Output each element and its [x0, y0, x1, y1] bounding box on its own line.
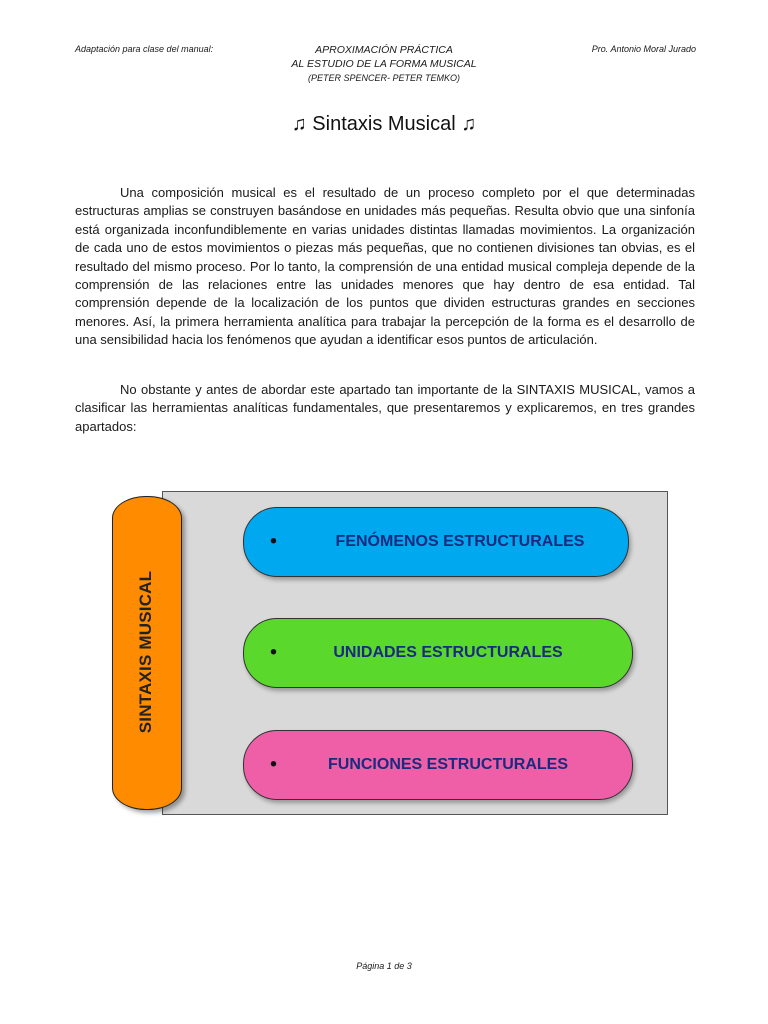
page-title-text: Sintaxis Musical: [312, 113, 456, 135]
diagram-item-unidades: [243, 618, 633, 688]
diagram-item-funciones: [243, 730, 633, 800]
music-notes-icon: ♫: [461, 113, 477, 135]
page-title: [0, 113, 768, 136]
header-authors: (PETER SPENCER- PETER TEMKO): [307, 73, 460, 83]
paragraph-classification-text: No obstante y antes de abordar este apartado tan importante de la SINTAXIS MUSICAL, vamos a clasificar las herramientas analíticas fundamentales, que presentaremos y explicaremos, en tres grandes apartados:: [75, 382, 695, 434]
bullet-icon: •: [270, 753, 278, 776]
header-book-title-line1: APROXIMACIÓN PRÁCTICA: [315, 44, 453, 56]
header-book-title-line2: AL ESTUDIO DE LA FORMA MUSICAL: [291, 58, 477, 70]
diagram-item-fenomenos: [243, 507, 629, 577]
header-center: [234, 43, 534, 85]
paragraph-classification: [75, 381, 695, 436]
diagram-side-label: SINTAXIS MUSICAL: [136, 570, 155, 734]
bullet-icon: •: [270, 530, 278, 553]
music-notes-icon: ♫: [291, 113, 307, 135]
paragraph-intro-text: Una composición musical es el resultado de un proceso completo por el que determinadas estructuras amplias se construyen basándose en unidades más pequeñas. Resulta obvio que una sinfonía está organizada inconfundiblemente en varias unidades distintas llamadas movimientos. La organización de cada uno de estos movimientos o piezas más pequeñas, que no contienen divisiones tan obvias, es el resultado del mismo proceso. Por lo tanto, la comprensión de una entidad musical compleja depende de la comprensión de las relaciones entre las unidades menores que hay dentro de esa entidad. Tal comprensión depende de la localización de los puntos que dividen estructuras grandes en secciones menores. Así, la primera herramienta analítica para trabajar la percepción de la forma es el desarrollo de una sensibilidad hacia los fenómenos que ayudan a identificar esos puntos de articulación.: [75, 185, 695, 348]
paragraph-intro: [75, 184, 695, 350]
diagram-item-label: FENÓMENOS ESTRUCTURALES: [335, 533, 585, 550]
diagram-item-label: UNIDADES ESTRUCTURALES: [333, 644, 563, 661]
diagram-item-label: FUNCIONES ESTRUCTURALES: [327, 756, 568, 773]
header-left-note: Adaptación para clase del manual:: [75, 44, 214, 54]
page-number: Página 1 de 3: [356, 961, 412, 971]
header-author-name: Pro. Antonio Moral Jurado: [591, 44, 696, 54]
bullet-icon: •: [270, 641, 278, 664]
